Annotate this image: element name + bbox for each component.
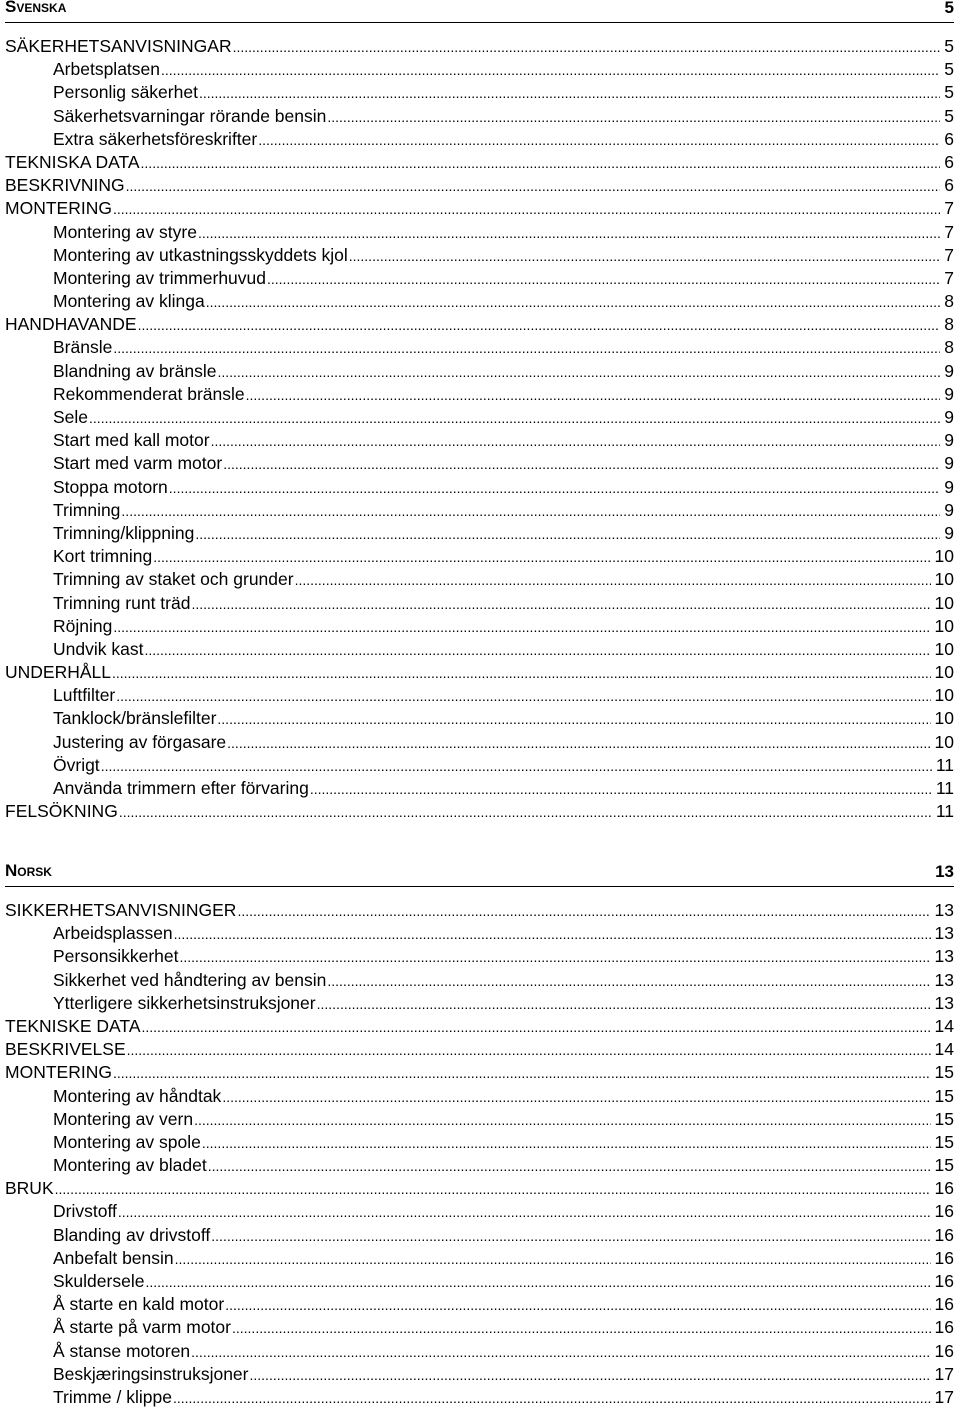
toc-dot-leader (179, 946, 930, 968)
toc-entry[interactable] (5, 1015, 954, 1038)
toc-dot-leader (173, 1387, 931, 1409)
toc-entry-title: BESKRIVELSE (5, 1039, 126, 1060)
toc-entry-page: 9 (944, 499, 954, 520)
toc-entry-page: 5 (944, 105, 954, 126)
toc-entry[interactable] (5, 313, 954, 336)
toc-entry-page: 5 (944, 59, 954, 80)
toc-dot-leader (142, 1016, 931, 1038)
toc-dot-leader (246, 384, 941, 406)
toc-dot-leader (206, 291, 941, 313)
toc-entry[interactable] (5, 1108, 954, 1131)
toc-dot-leader (217, 708, 930, 730)
toc-entry[interactable] (5, 592, 954, 615)
toc-entry-page: 17 (934, 1363, 954, 1384)
toc-entry-page: 5 (944, 82, 954, 103)
toc-entry-title: Sele (53, 407, 89, 427)
toc-entry[interactable] (5, 128, 954, 151)
toc-entry-page: 6 (944, 128, 954, 149)
toc-dot-leader (225, 1294, 930, 1316)
toc-entry-page: 10 (934, 731, 954, 752)
toc-entry-title: Tanklock/bränslefilter (53, 708, 217, 729)
toc-entry-title: BESKRIVNING (5, 175, 125, 196)
toc-entry[interactable] (5, 1247, 954, 1270)
toc-entry-title: TEKNISKE DATA (5, 1015, 141, 1036)
toc-entry-page: 15 (934, 1085, 954, 1106)
toc-entry[interactable] (5, 499, 954, 522)
toc-entry-page: 9 (944, 476, 954, 497)
toc-list (5, 35, 954, 823)
toc-entry-page: 13 (934, 946, 954, 967)
toc-entry-title: Montering av håndtak (53, 1085, 222, 1106)
toc-entry-page: 7 (944, 244, 954, 265)
toc-entry-page: 6 (944, 151, 954, 172)
toc-entry[interactable] (5, 1131, 954, 1154)
toc-entry-title: Kort trimning (53, 546, 153, 567)
toc-entry-title: TEKNISKA DATA (5, 151, 140, 172)
toc-entry-page: 16 (934, 1247, 954, 1268)
toc-entry[interactable] (5, 545, 954, 568)
toc-entry-page: 9 (944, 453, 954, 474)
toc-entry[interactable] (5, 81, 954, 104)
toc-entry-title: Trimning runt träd (53, 592, 191, 613)
toc-entry-title: SIKKERHETSANVISNINGER (5, 900, 237, 920)
toc-dot-leader (237, 900, 930, 922)
section-page-number: 13 (935, 862, 954, 881)
toc-entry-page: 8 (944, 291, 954, 312)
toc-entry[interactable] (5, 1177, 954, 1200)
toc-entry[interactable] (5, 290, 954, 313)
toc-entry[interactable] (5, 197, 954, 220)
toc-entry-page: 15 (934, 1131, 954, 1152)
toc-dot-leader (113, 616, 930, 638)
toc-entry-page: 7 (944, 198, 954, 219)
toc-entry-title: MONTERING (5, 198, 112, 219)
toc-entry-page: 15 (934, 1155, 954, 1176)
toc-dot-leader (119, 801, 932, 823)
toc-entry[interactable] (5, 105, 954, 128)
toc-dot-leader (169, 477, 940, 499)
toc-section-norsk (5, 861, 954, 1409)
toc-entry-page: 6 (944, 175, 954, 196)
toc-entry-page: 9 (944, 522, 954, 543)
toc-entry-page: 10 (934, 615, 954, 636)
toc-entry-title: Montering av bladet (53, 1155, 207, 1176)
toc-entry-page: 5 (944, 36, 954, 56)
section-header (5, 0, 954, 23)
toc-entry-page: 9 (944, 407, 954, 427)
toc-dot-leader (232, 1317, 931, 1339)
toc-entry-title: Montering av spole (53, 1131, 201, 1152)
toc-entry-title: Stoppa motorn (53, 476, 168, 497)
toc-entry[interactable] (5, 777, 954, 800)
toc-entry[interactable] (5, 406, 954, 429)
toc-dot-leader (191, 593, 930, 615)
toc-entry[interactable] (5, 731, 954, 754)
toc-dot-leader (227, 732, 930, 754)
toc-dot-leader (202, 1132, 931, 1154)
toc-dot-leader (208, 1155, 931, 1177)
toc-entry-page: 7 (944, 221, 954, 242)
section-page-number: 5 (944, 0, 954, 17)
toc-entry-title: Beskjæringsinstruksjoner (53, 1363, 249, 1384)
toc-entry-title: Anbefalt bensin (53, 1247, 174, 1268)
toc-entry[interactable] (5, 661, 954, 684)
toc-entry-title: BRUK (5, 1178, 54, 1199)
toc-entry-page: 16 (934, 1201, 954, 1222)
toc-entry[interactable] (5, 1270, 954, 1293)
toc-entry-page: 16 (934, 1178, 954, 1199)
toc-entry-title: Röjning (53, 615, 113, 636)
toc-entry[interactable] (5, 969, 954, 992)
toc-entry-page: 13 (934, 923, 954, 944)
toc-entry-title: Säkerhetsvarningar rörande bensin (53, 105, 327, 126)
toc-dot-leader (223, 453, 940, 475)
toc-entry[interactable] (5, 476, 954, 499)
toc-entry-title: FELSÖKNING (5, 801, 118, 822)
toc-entry[interactable] (5, 1386, 954, 1409)
toc-entry-title: Drivstoff (53, 1201, 117, 1222)
toc-dot-leader (295, 569, 931, 591)
toc-dot-leader (211, 1225, 930, 1247)
toc-entry[interactable] (5, 1293, 954, 1316)
toc-dot-leader (144, 639, 930, 661)
toc-dot-leader (222, 1086, 930, 1108)
toc-entry[interactable] (5, 568, 954, 591)
toc-dot-leader (118, 1201, 931, 1223)
toc-dot-leader (145, 1271, 930, 1293)
toc-entry[interactable] (5, 992, 954, 1015)
toc-entry-title: Start med varm motor (53, 453, 223, 474)
toc-dot-leader (174, 923, 931, 945)
toc-entry[interactable] (5, 1038, 954, 1061)
toc-entry-page: 13 (934, 969, 954, 990)
toc-entry-page: 16 (934, 1224, 954, 1245)
toc-entry[interactable] (5, 383, 954, 406)
section-header (5, 861, 954, 887)
toc-entry[interactable] (5, 244, 954, 267)
toc-entry[interactable] (5, 684, 954, 707)
section-title[interactable]: Norsk (5, 861, 52, 880)
toc-entry-title: Trimning av staket och grunder (53, 569, 294, 590)
toc-dot-leader (101, 755, 932, 777)
toc-entry[interactable] (5, 800, 954, 823)
toc-entry-title: Å starte en kald motor (53, 1294, 225, 1315)
toc-dot-leader (250, 1364, 931, 1386)
toc-entry-title: Trimning (53, 499, 121, 520)
toc-entry-page: 15 (934, 1062, 954, 1083)
toc-dot-leader (141, 152, 941, 174)
toc-entry-page: 10 (934, 569, 954, 590)
toc-entry-title: Justering av förgasare (53, 731, 227, 752)
toc-entry[interactable] (5, 1316, 954, 1339)
toc-entry-page: 16 (934, 1340, 954, 1361)
toc-entry[interactable] (5, 1363, 954, 1386)
toc-entry[interactable] (5, 945, 954, 968)
toc-entry-page: 10 (934, 708, 954, 729)
toc-entry-title: Ytterligere sikkerhetsinstruksjoner (53, 992, 316, 1013)
toc-entry-title: Skuldersele (53, 1271, 145, 1291)
toc-dot-leader (113, 198, 940, 220)
toc-list (5, 899, 954, 1409)
toc-entry[interactable] (5, 221, 954, 244)
toc-entry[interactable] (5, 58, 954, 81)
toc-entry-title: Montering av vern (53, 1108, 194, 1129)
toc-dot-leader (217, 361, 940, 383)
toc-entry-title: MONTERING (5, 1062, 112, 1083)
toc-entry[interactable] (5, 174, 954, 197)
toc-entry-page: 16 (934, 1294, 954, 1315)
toc-entry-title: Övrigt (53, 754, 100, 775)
toc-dot-leader (113, 337, 940, 359)
toc-entry-title: Undvik kast (53, 638, 144, 659)
toc-entry[interactable] (5, 1085, 954, 1108)
toc-entry[interactable] (5, 336, 954, 359)
toc-dot-leader (116, 685, 930, 707)
toc-dot-leader (191, 1341, 930, 1363)
toc-dot-leader (55, 1178, 931, 1200)
toc-entry-page: 10 (934, 685, 954, 706)
toc-entry-page: 8 (944, 314, 954, 335)
toc-entry-page: 16 (934, 1271, 954, 1291)
toc-entry-title: Blanding av drivstoff (53, 1224, 211, 1245)
toc-entry-title: Använda trimmern efter förvaring (53, 778, 309, 798)
toc-entry-page: 10 (934, 592, 954, 613)
toc-entry-title: Trimme / klippe (53, 1386, 172, 1407)
toc-entry-title: Å stanse motoren (53, 1340, 191, 1361)
toc-entry[interactable] (5, 899, 954, 922)
toc-dot-leader (233, 36, 941, 58)
toc-dot-leader (349, 245, 941, 267)
toc-entry-page: 10 (934, 638, 954, 659)
toc-entry[interactable] (5, 151, 954, 174)
toc-entry-title: Å starte på varm motor (53, 1317, 231, 1338)
toc-entry[interactable] (5, 1340, 954, 1363)
toc-entry-page: 11 (935, 778, 954, 798)
toc-entry-page: 17 (934, 1386, 954, 1407)
toc-section-svenska (5, 0, 954, 823)
toc-entry-title: Extra säkerhetsföreskrifter (53, 128, 258, 149)
toc-dot-leader (198, 222, 940, 244)
toc-dot-leader (258, 129, 940, 151)
toc-entry-page: 14 (934, 1039, 954, 1060)
toc-entry[interactable] (5, 1154, 954, 1177)
toc-dot-leader (317, 993, 931, 1015)
toc-entry-title: Montering av klinga (53, 291, 205, 312)
toc-entry[interactable] (5, 615, 954, 638)
toc-entry-page: 15 (934, 1108, 954, 1129)
toc-entry[interactable] (5, 429, 954, 452)
toc-entry[interactable] (5, 922, 954, 945)
toc-entry-title: Montering av trimmerhuvud (53, 267, 266, 288)
toc-dot-leader (161, 59, 940, 81)
toc-entry-title: Montering av styre (53, 221, 197, 242)
toc-dot-leader (211, 430, 941, 452)
toc-entry-title: Start med kall motor (53, 430, 210, 451)
section-title[interactable]: Svenska (5, 0, 67, 16)
toc-dot-leader (113, 1062, 931, 1084)
toc-dot-leader (138, 314, 941, 336)
toc-entry[interactable] (5, 1200, 954, 1223)
toc-dot-leader (195, 523, 940, 545)
toc-dot-leader (199, 82, 940, 104)
toc-entry-title: Luftfilter (53, 685, 116, 706)
toc-entry-page: 8 (944, 337, 954, 358)
toc-entry-title: Arbetsplatsen (53, 59, 161, 80)
toc-dot-leader (175, 1248, 931, 1270)
toc-entry-page: 10 (934, 546, 954, 567)
toc-dot-leader (153, 546, 930, 568)
toc-entry-page: 11 (935, 801, 954, 822)
toc-entry[interactable] (5, 754, 954, 777)
toc-dot-leader (89, 407, 940, 429)
toc-entry[interactable] (5, 267, 954, 290)
toc-entry-title: Personlig säkerhet (53, 82, 198, 103)
toc-entry-title: Montering av utkastningsskyddets kjol (53, 244, 348, 265)
toc-dot-leader (121, 500, 940, 522)
toc-entry-title: Personsikkerhet (53, 946, 179, 967)
toc-entry-page: 16 (934, 1317, 954, 1338)
toc-entry-page: 9 (944, 360, 954, 381)
toc-dot-leader (327, 970, 930, 992)
toc-entry-title: Trimning/klippning (53, 522, 195, 543)
toc-entry-title: Blandning av bränsle (53, 360, 217, 381)
toc-entry-page: 14 (934, 1015, 954, 1036)
toc-entry-title: UNDERHÅLL (5, 662, 111, 683)
toc-dot-leader (267, 268, 940, 290)
toc-entry[interactable] (5, 35, 954, 58)
toc-entry-page: 11 (935, 754, 954, 775)
toc-entry[interactable] (5, 707, 954, 730)
toc-entry-title: SÄKERHETSANVISNINGAR (5, 36, 232, 56)
toc-dot-leader (112, 662, 931, 684)
toc-entry-title: Bränsle (53, 337, 113, 358)
toc-dot-leader (194, 1109, 930, 1131)
toc-entry[interactable] (5, 1224, 954, 1247)
toc-entry[interactable] (5, 452, 954, 475)
toc-entry-title: Sikkerhet ved håndtering av bensin (53, 969, 327, 990)
toc-dot-leader (126, 175, 941, 197)
toc-dot-leader (327, 106, 940, 128)
toc-entry-page: 7 (944, 267, 954, 288)
toc-entry-page: 9 (944, 430, 954, 451)
toc-entry-page: 13 (934, 900, 954, 920)
toc-entry-title: Rekommenderat bränsle (53, 383, 245, 404)
toc-entry[interactable] (5, 1061, 954, 1084)
toc-entry-page: 10 (934, 662, 954, 683)
toc-entry-page: 13 (934, 992, 954, 1013)
toc-entry[interactable] (5, 638, 954, 661)
toc-dot-leader (127, 1039, 931, 1061)
toc-entry[interactable] (5, 522, 954, 545)
toc-entry-title: HANDHAVANDE (5, 314, 137, 335)
toc-entry[interactable] (5, 360, 954, 383)
toc-dot-leader (310, 778, 932, 800)
toc-entry-page: 9 (944, 383, 954, 404)
toc-entry-title: Arbeidsplassen (53, 923, 173, 944)
